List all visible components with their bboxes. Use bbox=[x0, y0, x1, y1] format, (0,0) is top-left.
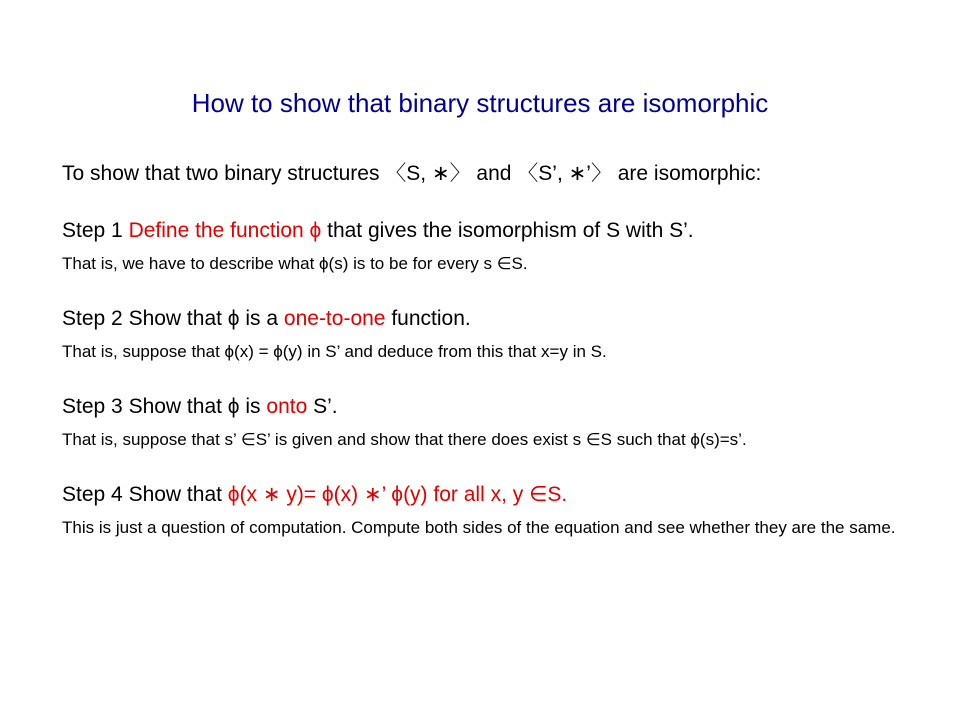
step-2-label: Step 2 bbox=[62, 307, 123, 330]
slide-title: How to show that binary structures are isomorphic bbox=[191, 88, 769, 118]
intro-line: To show that two binary structures 〈S, ∗〉 and 〈S’, ∗’〉 are isomorphic: bbox=[62, 162, 762, 185]
step-3-part-2: onto bbox=[266, 395, 308, 418]
step-2-part-1: Show that ϕ is a bbox=[128, 307, 284, 330]
step-3-heading bbox=[62, 393, 902, 420]
step-1-part-2: that gives the isomorphism of S with S’. bbox=[321, 219, 694, 242]
step-3-part-1: Show that ϕ is bbox=[128, 395, 267, 418]
step-4-detail: This is just a question of computation. Compute both sides of the equation and see whether they are the same. bbox=[62, 518, 896, 537]
step-1-label: Step 1 bbox=[62, 219, 123, 242]
step-1-detail: That is, we have to describe what ϕ(s) is to be for every s ∈S. bbox=[62, 254, 528, 273]
step-1-part-1: Define the function ϕ bbox=[128, 219, 322, 242]
step-3-part-3: S’. bbox=[307, 395, 338, 418]
step-2-detail: That is, suppose that ϕ(x) = ϕ(y) in S’ and deduce from this that x=y in S. bbox=[62, 342, 607, 361]
step-2-part-3: function. bbox=[385, 307, 471, 330]
step-4-part-2: ϕ(x ∗ y)= ϕ(x) ∗’ ϕ(y) for all x, y ∈S. bbox=[227, 483, 568, 506]
step-4-label: Step 4 bbox=[62, 483, 123, 506]
step-1-heading bbox=[62, 217, 902, 244]
step-2-heading bbox=[62, 305, 902, 332]
step-3-detail: That is, suppose that s’ ∈S’ is given and show that there does exist s ∈S such that ϕ(s)=s’. bbox=[62, 430, 747, 449]
step-2-part-2: one-to-one bbox=[283, 307, 386, 330]
step-4-part-1: Show that bbox=[128, 483, 228, 506]
step-4-heading bbox=[62, 481, 902, 508]
step-3-label: Step 3 bbox=[62, 395, 123, 418]
slide-content bbox=[62, 160, 902, 539]
